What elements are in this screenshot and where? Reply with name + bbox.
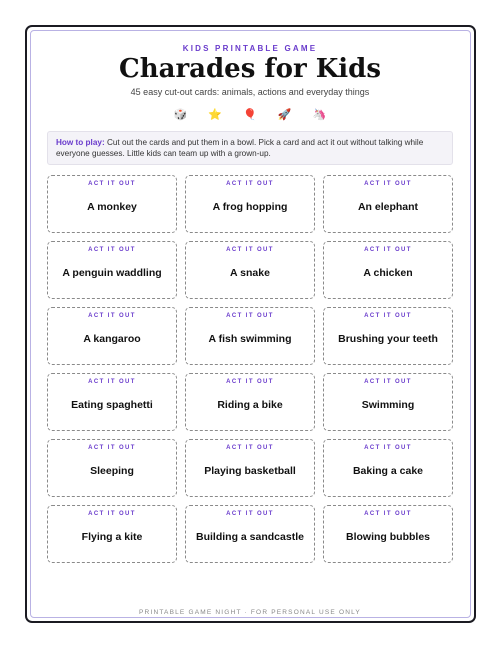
charade-card	[47, 175, 177, 233]
card-tag: ACT IT OUT	[226, 247, 274, 253]
star-icon: ⭐	[208, 109, 223, 121]
page-footer: PRINTABLE GAME NIGHT · FOR PERSONAL USE ONLY	[139, 609, 361, 616]
card-grid	[47, 175, 453, 563]
card-prompt: Sleeping	[90, 465, 134, 477]
card-tag: ACT IT OUT	[364, 247, 412, 253]
charade-card	[47, 307, 177, 365]
card-tag: ACT IT OUT	[226, 445, 274, 451]
card-prompt: Playing basketball	[204, 465, 296, 477]
card-prompt: Eating spaghetti	[71, 399, 153, 411]
card-tag: ACT IT OUT	[88, 445, 136, 451]
charade-card	[323, 439, 453, 497]
charade-card	[323, 175, 453, 233]
card-prompt: A fish swimming	[208, 333, 292, 345]
charade-card	[47, 439, 177, 497]
card-tag: ACT IT OUT	[88, 247, 136, 253]
card-prompt: Swimming	[361, 399, 415, 411]
how-to-play-box	[47, 131, 453, 165]
card-prompt: A kangaroo	[83, 333, 141, 345]
charade-card	[323, 241, 453, 299]
card-tag: ACT IT OUT	[88, 181, 136, 187]
charade-card	[323, 307, 453, 365]
card-prompt: A penguin waddling	[62, 267, 162, 279]
page-subtitle: 45 easy cut-out cards: animals, actions and everyday things	[130, 87, 370, 97]
eyebrow-label: KIDS PRINTABLE GAME	[182, 44, 318, 53]
decorative-icon-row	[0, 108, 500, 121]
card-tag: ACT IT OUT	[226, 313, 274, 319]
card-tag: ACT IT OUT	[364, 511, 412, 517]
unicorn-icon: 🦄	[312, 109, 327, 121]
rocket-icon: 🚀	[277, 109, 292, 121]
charade-card	[47, 505, 177, 563]
card-tag: ACT IT OUT	[88, 379, 136, 385]
charade-card	[185, 175, 315, 233]
charade-card	[47, 373, 177, 431]
card-prompt: Blowing bubbles	[346, 531, 430, 543]
card-prompt: An elephant	[357, 201, 419, 213]
card-prompt: A frog hopping	[212, 201, 288, 213]
card-prompt: A monkey	[87, 201, 137, 213]
charade-card	[185, 505, 315, 563]
charade-card	[47, 241, 177, 299]
charade-card	[185, 373, 315, 431]
card-prompt: A snake	[230, 267, 270, 279]
card-tag: ACT IT OUT	[364, 313, 412, 319]
card-prompt: Baking a cake	[352, 465, 424, 477]
card-tag: ACT IT OUT	[88, 511, 136, 517]
page-title: Charades for Kids	[119, 54, 381, 84]
dice-icon: 🎲	[173, 109, 188, 121]
charade-card	[185, 241, 315, 299]
charade-card	[185, 307, 315, 365]
card-prompt: Building a sandcastle	[196, 531, 304, 543]
card-prompt: Brushing your teeth	[338, 333, 438, 345]
card-prompt: A chicken	[363, 267, 413, 279]
card-tag: ACT IT OUT	[364, 181, 412, 187]
card-tag: ACT IT OUT	[88, 313, 136, 319]
card-prompt: Flying a kite	[81, 531, 143, 543]
how-to-play-text: Cut out the cards and put them in a bowl. Pick a card and act it out without talking while everyone guesses. Little kids can team up with a grown-up.	[56, 138, 424, 158]
card-tag: ACT IT OUT	[364, 445, 412, 451]
card-prompt: Riding a bike	[217, 399, 283, 411]
charade-card	[323, 505, 453, 563]
balloon-icon: 🎈	[243, 109, 257, 121]
card-tag: ACT IT OUT	[226, 181, 274, 187]
card-tag: ACT IT OUT	[226, 379, 274, 385]
card-tag: ACT IT OUT	[364, 379, 412, 385]
charade-card	[185, 439, 315, 497]
how-to-play-label: How to play:	[56, 138, 105, 147]
card-tag: ACT IT OUT	[226, 511, 274, 517]
charade-card	[323, 373, 453, 431]
